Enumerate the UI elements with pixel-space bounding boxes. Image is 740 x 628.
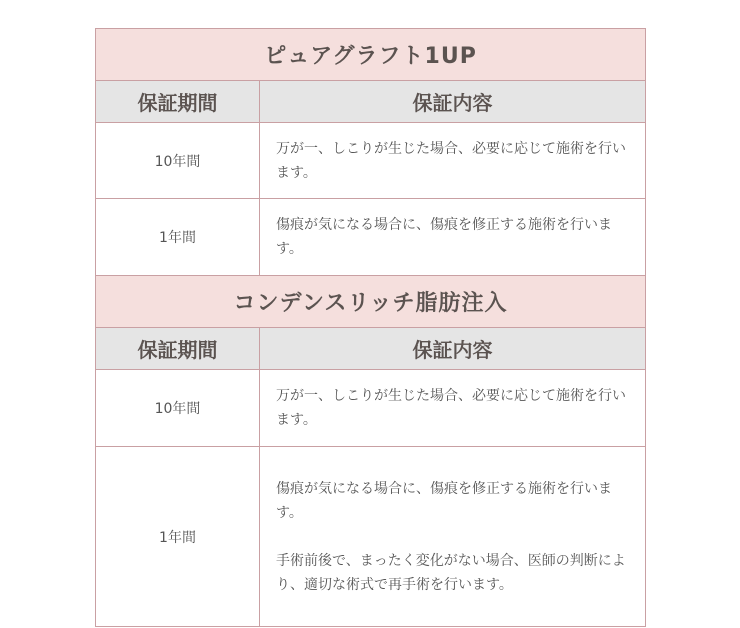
- header-content: 保証内容: [260, 81, 646, 123]
- header-row: [96, 328, 646, 370]
- period-cell: 1年間: [96, 199, 260, 276]
- section-title: コンデンスリッチ脂肪注入: [96, 276, 646, 328]
- period-cell: 10年間: [96, 370, 260, 447]
- content-cell: [260, 447, 646, 627]
- period-cell: 10年間: [96, 123, 260, 199]
- header-content: 保証内容: [260, 328, 646, 370]
- table-row: [96, 370, 646, 447]
- content-cell: [260, 370, 646, 447]
- table-row: [96, 447, 646, 627]
- paragraph-gap: [276, 525, 633, 549]
- content-cell: [260, 123, 646, 199]
- section-title-row: [96, 29, 646, 81]
- content-cell: [260, 199, 646, 276]
- guarantee-table: [95, 28, 646, 627]
- content-text: 万が一、しこりが生じた場合、必要に応じて施術を行います。: [276, 388, 626, 428]
- content-text: 手術前後で、まったく変化がない場合、医師の判断により、適切な術式で再手術を行います。: [276, 552, 626, 593]
- content-text: 傷痕が気になる場合に、傷痕を修正する施術を行います。: [276, 217, 612, 257]
- header-period: 保証期間: [96, 81, 260, 123]
- content-text: 万が一、しこりが生じた場合、必要に応じて施術を行います。: [276, 140, 626, 181]
- section-title-row: [96, 276, 646, 328]
- header-period: 保証期間: [96, 328, 260, 370]
- content-text: 傷痕が気になる場合に、傷痕を修正する施術を行います。: [276, 480, 612, 521]
- section-title: ピュアグラフト1UP: [96, 29, 646, 81]
- table-row: [96, 199, 646, 276]
- header-row: [96, 81, 646, 123]
- period-cell: 1年間: [96, 447, 260, 627]
- table-row: [96, 123, 646, 199]
